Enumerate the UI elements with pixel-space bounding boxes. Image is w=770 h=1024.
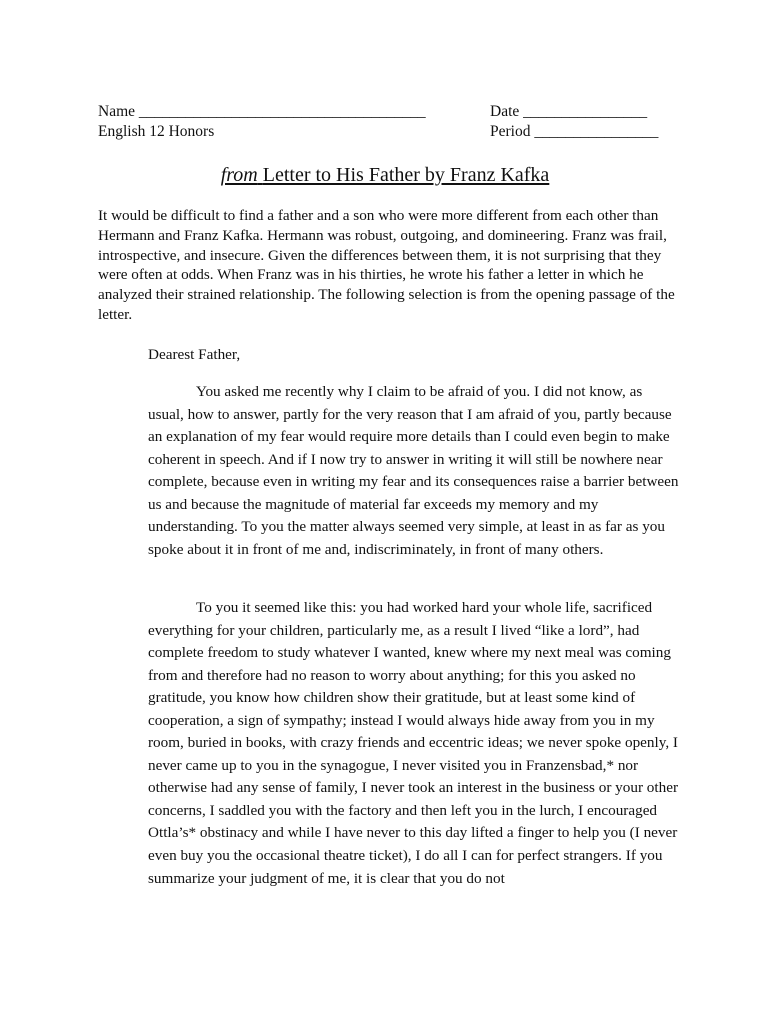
title-prefix: from [220, 164, 258, 186]
date-line: Date ________________ [490, 103, 648, 120]
period-line: Period ________________ [490, 123, 659, 140]
letter-salutation: Dearest Father, [148, 346, 241, 363]
page-title [0, 161, 770, 189]
intro-paragraph: It would be difficult to find a father and a son who were more different from each other than Hermann and Franz Kafka. Hermann was robust, outgoing, and domineering. Franz was frail, introspective, and insecure. Given the differences between them, it is not surprising that they were often at odds. When Franz was in his thirties, he wrote his father a letter in which he analyzed their strained relationship. The following selection is from the opening passage of the letter. [98, 207, 675, 323]
letter-paragraph-2: To you it seemed like this: you had worked hard your whole life, sacrificed everything for your children, particularly me, as a result I lived “like a lord”, had complete freedom to study whatever I wanted, knew where my next meal was coming from and therefore had no reason to worry about anything; for this you asked no gratitude, you know how children show their gratitude, but at least some kind of cooperation, a sign of sympathy; instead I would always hide away from you in my room, buried in books, with crazy friends and eccentric ideas; we never spoke openly, I never came up to you in the synagogue, I never visited you in Franzensbad,* nor otherwise had any sense of family, I never took an interest in the business or your other concerns, I saddled you with the factory and then left you in the lurch, I encouraged Ottla’s* obstinacy and while I have never to this day lifted a finger to help you (I never even buy you the occasional theatre ticket), I do all I can for perfect strangers. If you summarize your judgment of me, it is clear that you do not [148, 599, 679, 887]
title-text: Letter to His Father by Franz Kafka [262, 164, 550, 186]
course-label: English 12 Honors [98, 123, 215, 140]
letter-paragraph-1: You asked me recently why I claim to be afraid of you. I did not know, as usual, how to answer, partly for the very reason that I am afraid of you, partly because an explanation of my fear would require more details than I could even begin to make coherent in speech. And if I now try to answer in writing it will still be nowhere near complete, because even in writing my fear and its consequences raise a barrier between us and because the magnitude of material far exceeds my memory and my understanding. To you the matter always seemed very simple, at least in as far as you spoke about it in front of me and, indiscriminately, in front of many others. [148, 383, 679, 558]
name-line: Name _____________________________________ [98, 103, 426, 120]
